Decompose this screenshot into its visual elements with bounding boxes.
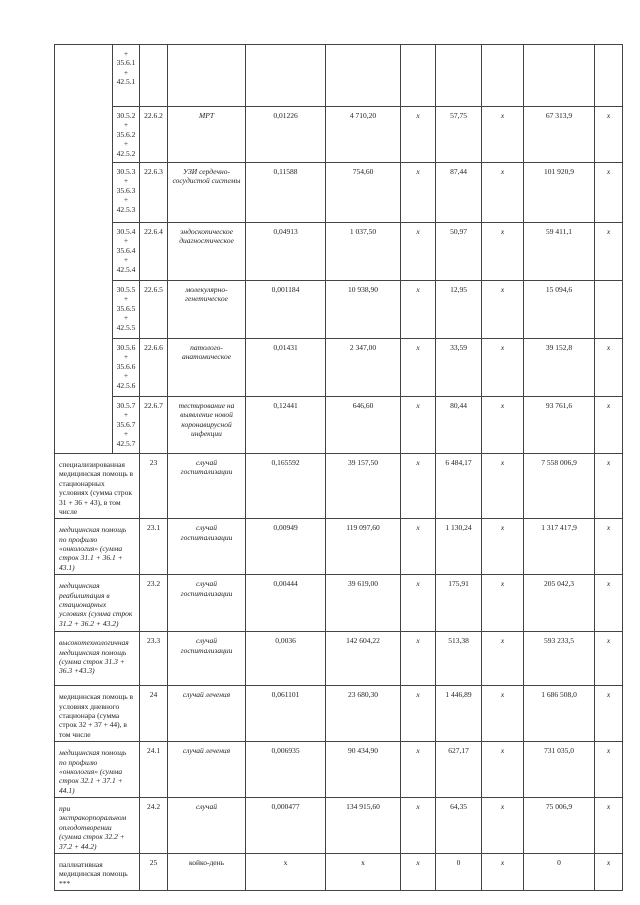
code-line: +	[123, 236, 129, 246]
table-row	[55, 742, 623, 798]
code-line: +	[123, 255, 129, 265]
value-cell-x3: х	[595, 454, 623, 519]
row-number: 22.6.6	[140, 339, 168, 397]
value-cell-v1: 0,12441	[246, 397, 326, 454]
blank-cell	[55, 281, 113, 339]
value-cell-x2: х	[482, 798, 524, 854]
code-line: 30.5.3	[116, 167, 136, 176]
row-codes	[113, 339, 140, 397]
row-number: 22.6.3	[140, 163, 168, 223]
value-cell-v3: 12,95	[436, 281, 482, 339]
value-cell-v1: 0,11588	[246, 163, 326, 223]
value-cell-v4: 593 233,5	[524, 632, 595, 686]
value-cell-v4: 1 686 508,0	[524, 686, 595, 742]
table-row	[55, 223, 623, 281]
value-cell-x3: х	[595, 107, 623, 163]
value-cell-v3: 513,38	[436, 632, 482, 686]
row-name: МРТ	[168, 107, 246, 163]
num-cell	[140, 45, 168, 107]
row-codes	[113, 107, 140, 163]
row-number: 23.3	[140, 632, 168, 686]
code-line: 35.6.2	[116, 129, 136, 139]
value-cell-x1: х	[401, 107, 436, 163]
row-unit: случай лечения	[168, 742, 246, 798]
row-name: патолого-анатомическое	[168, 339, 246, 397]
value-cell-x3: х	[595, 798, 623, 854]
code-line: 35.6.5	[116, 303, 136, 313]
table-row	[55, 107, 623, 163]
value-cell-v4: 205 042,3	[524, 575, 595, 632]
code-line: +	[123, 371, 129, 381]
row-number: 23.2	[140, 575, 168, 632]
value-cell-x2: х	[482, 281, 524, 339]
value-cell	[326, 45, 401, 107]
value-cell-v2: 23 680,30	[326, 686, 401, 742]
value-cell-x1: х	[401, 575, 436, 632]
code-line: 42.5.6	[116, 380, 136, 390]
value-cell-x3: х	[595, 742, 623, 798]
value-cell	[246, 45, 326, 107]
value-cell-x2: х	[482, 397, 524, 454]
row-number: 24	[140, 686, 168, 742]
row-unit: случай госпитализации	[168, 575, 246, 632]
table-row	[55, 281, 623, 339]
value-cell-v3: 87,44	[436, 163, 482, 223]
table-row	[55, 45, 623, 107]
value-cell-v4: 39 152,8	[524, 339, 595, 397]
value-cell-v1: 0,00444	[246, 575, 326, 632]
row-number: 23	[140, 454, 168, 519]
code-line: 35.6.1	[116, 58, 136, 68]
value-cell-x3: х	[595, 519, 623, 575]
value-cell-v2: 134 915,60	[326, 798, 401, 854]
row-number: 25	[140, 853, 168, 890]
value-cell-v4: 75 006,9	[524, 798, 595, 854]
value-cell	[524, 45, 595, 107]
code-line: 35.6.7	[116, 419, 136, 429]
value-cell	[482, 45, 524, 107]
value-cell-x3: х	[595, 575, 623, 632]
value-cell-v2: 1 037,50	[326, 223, 401, 281]
row-unit: случай госпитализации	[168, 519, 246, 575]
code-line: 30.5.7	[116, 401, 136, 410]
row-unit: случай госпитализации	[168, 632, 246, 686]
code-line: 42.5.1	[116, 77, 136, 87]
value-cell-x1: х	[401, 742, 436, 798]
value-cell-x2: х	[482, 163, 524, 223]
blank-cell	[55, 339, 113, 397]
value-cell-v3: 0	[436, 853, 482, 890]
value-cell-v2: 10 938,90	[326, 281, 401, 339]
value-cell-x3	[595, 281, 623, 339]
row-name: тестирование на выявление новой коронавирусной инфекции	[168, 397, 246, 454]
value-cell-v2: 119 097,60	[326, 519, 401, 575]
value-cell-v3: 57,75	[436, 107, 482, 163]
row-title: высокотехнологичная медицинская помощь (сумма строк 31.3 + 36.3 +43.3)	[55, 632, 140, 686]
row-codes	[113, 223, 140, 281]
value-cell-v3: 1 446,89	[436, 686, 482, 742]
code-line: 35.6.6	[116, 361, 136, 371]
value-cell-v4: 1 317 417,9	[524, 519, 595, 575]
code-line: +	[123, 176, 129, 186]
value-cell-v4: 15 094,6	[524, 281, 595, 339]
code-line: 42.5.7	[116, 438, 136, 448]
value-cell-x1: х	[401, 163, 436, 223]
table-row	[55, 853, 623, 890]
value-cell-v3: 33,59	[436, 339, 482, 397]
blank-cell	[55, 397, 113, 454]
value-cell-x3: х	[595, 163, 623, 223]
value-cell-v1: 0,00949	[246, 519, 326, 575]
value-cell-x3: х	[595, 853, 623, 890]
value-cell-v3: 1 130,24	[436, 519, 482, 575]
code-line: 42.5.5	[116, 322, 136, 332]
table-row	[55, 686, 623, 742]
value-cell-v1: х	[246, 853, 326, 890]
code-line: +	[123, 429, 129, 439]
row-name: молекулярно-генетическое	[168, 281, 246, 339]
code-line: +	[123, 195, 129, 205]
row-unit: случай госпитализации	[168, 454, 246, 519]
value-cell-x1: х	[401, 281, 436, 339]
value-cell-v2: 39 619,00	[326, 575, 401, 632]
row-unit: случай	[168, 798, 246, 854]
code-line: 30.5.2	[116, 111, 136, 120]
value-cell-x3: х	[595, 397, 623, 454]
value-cell-x1: х	[401, 519, 436, 575]
value-cell-v2: 39 157,50	[326, 454, 401, 519]
row-codes	[113, 281, 140, 339]
value-cell-v4: 101 920,9	[524, 163, 595, 223]
code-line: +	[123, 120, 129, 130]
value-cell-v4: 0	[524, 853, 595, 890]
value-cell-v2: 646,60	[326, 397, 401, 454]
value-cell-v1: 0,01226	[246, 107, 326, 163]
row-number: 24.1	[140, 742, 168, 798]
value-cell-v2: 90 434,90	[326, 742, 401, 798]
code-line: 42.5.4	[116, 264, 136, 274]
code-line: 30.5.4	[116, 227, 136, 236]
value-cell-v1: 0,0036	[246, 632, 326, 686]
value-cell-x1: х	[401, 632, 436, 686]
row-number: 23.1	[140, 519, 168, 575]
value-cell-v1: 0,01431	[246, 339, 326, 397]
value-cell-v2: 142 604,22	[326, 632, 401, 686]
row-title: медицинская помощь по профилю «онкология» (сумма строк 32.1 + 37.1 + 44.1)	[55, 742, 140, 798]
value-cell-v2: 4 710,20	[326, 107, 401, 163]
value-cell-v3: 175,91	[436, 575, 482, 632]
value-cell-x2: х	[482, 575, 524, 632]
value-cell-x3: х	[595, 686, 623, 742]
code-line: 35.6.3	[116, 185, 136, 195]
value-cell-v2: 2 347,00	[326, 339, 401, 397]
value-cell-v4: 59 411,1	[524, 223, 595, 281]
value-cell-v2: х	[326, 853, 401, 890]
value-cell-x1: х	[401, 397, 436, 454]
table-row	[55, 397, 623, 454]
row-title: медицинская помощь в условиях дневного стационара (сумма строк 32 + 37 + 44), в том числе	[55, 686, 140, 742]
row-codes	[113, 163, 140, 223]
value-cell-x1: х	[401, 223, 436, 281]
table-row	[55, 632, 623, 686]
code-line: 42.5.2	[116, 148, 136, 158]
table-row	[55, 798, 623, 854]
code-line: +	[123, 352, 129, 362]
table-row	[55, 519, 623, 575]
value-cell-x2: х	[482, 686, 524, 742]
value-cell-v4: 7 558 006,9	[524, 454, 595, 519]
blank-cell	[55, 163, 113, 223]
row-title: паллиативная медицинская помощь ***	[55, 853, 140, 890]
value-cell-x1: х	[401, 853, 436, 890]
value-cell-x2: х	[482, 853, 524, 890]
table-row	[55, 339, 623, 397]
value-cell-x3: х	[595, 223, 623, 281]
row-title: медицинская реабилитация в стационарных условиях (сумма строк 31.2 + 36.2 + 43.2)	[55, 575, 140, 632]
value-cell-x2: х	[482, 519, 524, 575]
value-cell	[595, 45, 623, 107]
value-cell-x2: х	[482, 742, 524, 798]
row-codes	[113, 397, 140, 454]
table-row	[55, 163, 623, 223]
row-unit: случай лечения	[168, 686, 246, 742]
row-title: медицинская помощь по профилю «онкология» (сумма строк 31.1 + 36.1 + 43.1)	[55, 519, 140, 575]
blank-cell	[55, 45, 113, 107]
value-cell-x3: х	[595, 339, 623, 397]
financing-table	[54, 44, 623, 891]
value-cell-v2: 754,60	[326, 163, 401, 223]
row-number: 22.6.7	[140, 397, 168, 454]
value-cell-v3: 80,44	[436, 397, 482, 454]
value-cell-x3: х	[595, 632, 623, 686]
value-cell-v1: 0,001184	[246, 281, 326, 339]
code-line: 35.6.4	[116, 245, 136, 255]
code-line: 30.5.6	[116, 343, 136, 352]
value-cell-v4: 93 761,6	[524, 397, 595, 454]
code-line: 42.5.3	[116, 204, 136, 214]
blank-cell	[55, 107, 113, 163]
value-cell-v3: 50,97	[436, 223, 482, 281]
value-cell-v4: 67 313,9	[524, 107, 595, 163]
table-row	[55, 575, 623, 632]
code-line: +	[123, 313, 129, 323]
value-cell-v3: 627,17	[436, 742, 482, 798]
value-cell-x2: х	[482, 454, 524, 519]
row-number: 22.6.5	[140, 281, 168, 339]
value-cell-v1: 0,165592	[246, 454, 326, 519]
code-line: +	[123, 49, 129, 58]
value-cell	[401, 45, 436, 107]
value-cell-x2: х	[482, 107, 524, 163]
value-cell-x2: х	[482, 339, 524, 397]
blank-cell	[55, 223, 113, 281]
row-number: 24.2	[140, 798, 168, 854]
row-codes	[113, 45, 140, 107]
value-cell-v3: 64,35	[436, 798, 482, 854]
value-cell-x1: х	[401, 339, 436, 397]
code-line: +	[123, 410, 129, 420]
row-name: эндоскопическое диагностическое	[168, 223, 246, 281]
value-cell-v1: 0,04913	[246, 223, 326, 281]
row-unit: койко-день	[168, 853, 246, 890]
table-row	[55, 454, 623, 519]
value-cell-v1: 0,000477	[246, 798, 326, 854]
row-name: УЗИ сердечно-сосудистой системы	[168, 163, 246, 223]
value-cell-v1: 0,006935	[246, 742, 326, 798]
row-title: специализированная медицинская помощь в стационарных условиях (сумма строк 31 + 36 + 43), в том числе	[55, 454, 140, 519]
row-number: 22.6.4	[140, 223, 168, 281]
value-cell-x1: х	[401, 798, 436, 854]
value-cell	[436, 45, 482, 107]
code-line: +	[123, 67, 129, 77]
code-line: +	[123, 294, 129, 304]
name-cell	[168, 45, 246, 107]
value-cell-x2: х	[482, 223, 524, 281]
row-number: 22.6.2	[140, 107, 168, 163]
value-cell-x1: х	[401, 454, 436, 519]
code-line: 30.5.5	[116, 285, 136, 294]
value-cell-v4: 731 035,0	[524, 742, 595, 798]
value-cell-x1: х	[401, 686, 436, 742]
value-cell-v3: 6 484,17	[436, 454, 482, 519]
value-cell-v1: 0,061101	[246, 686, 326, 742]
row-title: при экстракорпоральном оплодотворении (сумма строк 32.2 + 37.2 + 44.2)	[55, 798, 140, 854]
value-cell-x2: х	[482, 632, 524, 686]
code-line: +	[123, 139, 129, 149]
